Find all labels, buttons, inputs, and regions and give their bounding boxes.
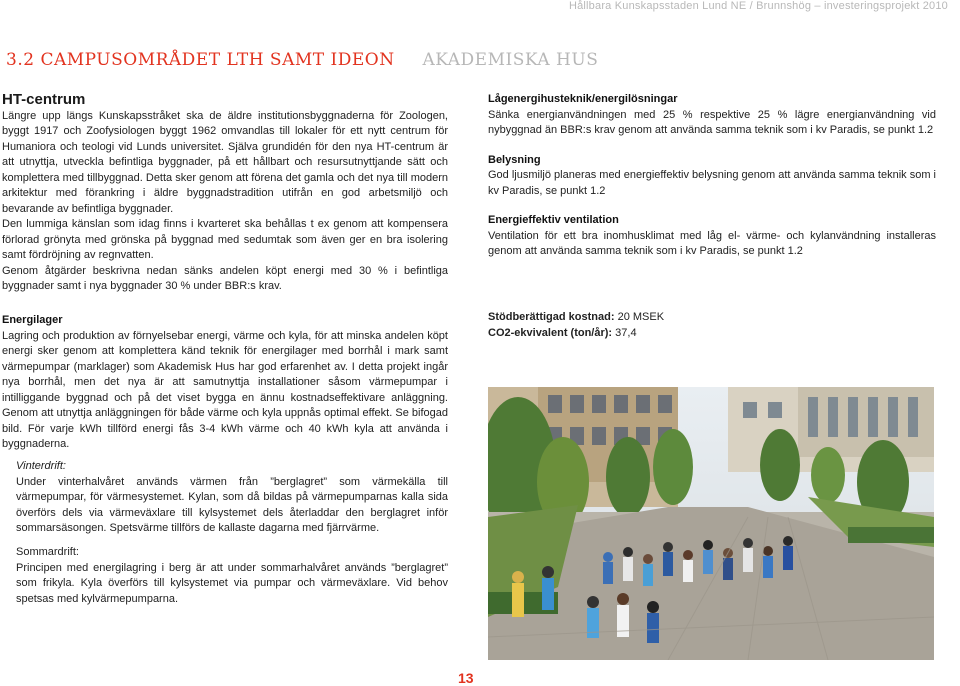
measure-title: Belysning: [488, 153, 541, 166]
energilager-column: [2, 313, 448, 453]
co2-line: [488, 326, 936, 342]
vinterdrift-block: [16, 459, 448, 537]
ht-centrum-paragraph: Genom åtgärder beskrivna nedan sänks andelen köpt energi med 30 % i befintliga byggnader samt i nya byggnader 30 % under BBR:s krav.: [2, 264, 448, 292]
measure-title: Energieffektiv ventilation: [488, 214, 619, 226]
energy-measures-column: [488, 92, 936, 274]
cost-value: 20 MSEK: [617, 311, 665, 323]
measure-block: [488, 213, 936, 260]
sommardrift-text: Principen med energilagring i berg är att under sommarhalvåret används ”berglagret” som frikyla. Kyla överförs till kylsystemet via pumpar och värmeväxlare. Vid behov spetsas med kylvärmepumparna.: [16, 561, 448, 605]
energilager-title: Energilager: [2, 314, 63, 326]
ht-centrum-paragraph: Den lummiga känslan som idag finns i kvarteret ska behållas t ex genom att kompensera förlorad grönyta med grönska på byggnad med sedumtak som även ger en bra isolering samt fördröjning av regnvatten.: [2, 218, 448, 261]
ht-centrum-column: [2, 92, 448, 295]
ht-centrum-paragraph: Längre upp längs Kunskapsstråket ska de äldre institutionsbyggnaderna för Zoologen, byggt 1917 och Zoofysiologen byggt 1962 omvandlas till lokaler för ett nytt centrum för Humaniora och teologi vid Lunds universitet. Själva grundidén för den nya HT-centrum är att utnyttja, utveckla befintliga byggnader, på ett hållbart och resursutnyttjande sätt och komplettera med tillbyggnad. Detta sker genom att förena det gamla och det nya till modern arkitektur med förankring i äldre byggnadstradition utifrån en god arbetsmiljö och bevarande av befintliga byggnader.: [2, 109, 448, 215]
measure-text: Ventilation för ett bra inomhusklimat med låg el- värme- och kylanvändning installeras genom att använda samma teknik som i kv Paradis, se punkt 1.2: [488, 229, 936, 257]
running-header: Hållbara Kunskapsstaden Lund NE / Brunnshög – investeringsprojekt 2010: [568, 0, 948, 12]
sommardrift-block: [16, 545, 448, 607]
ht-centrum-title: HT-centrum: [2, 91, 86, 108]
energilager-text: Lagring och produktion av förnyelsebar energi, värme och kyla, för att minska andelen köpt energi sker genom att komplettera känd teknik för energilager med borrhål i mark samt värmepumpar (marklager) som Akademisk Hus har god erfarenhet av. I detta projekt ingår nya borrhål, men det nya är att samutnyttja installationer såsom värmepumpar i intilliggande byggnad och på det viset bygga en ännu kostnadseffektivare anläggning. Genom att utnyttja anläggningen för både värme och kyla uppnås optimal effekt. Se bifogad bild. För varje kWh tillförd energi fås 3-4 kWh värme och 40 kWh kyla att använda i byggnaderna.: [2, 329, 448, 450]
section-organization: AKADEMISKA HUS: [422, 50, 599, 70]
section-heading: [6, 50, 598, 70]
measure-text: Sänka energianvändningen med 25 % respektive 25 % lägre energianvändning vid nybyggnad än BBR:s krav genom att använda samma teknik som i kv Paradis, se punkt 1.2: [488, 108, 936, 136]
vinterdrift-label: Vinterdrift:: [16, 460, 66, 472]
measure-block: [488, 153, 936, 200]
campus-photo: [488, 387, 934, 660]
section-title: CAMPUSOMRÅDET LTH SAMT IDEON: [40, 50, 395, 70]
section-number: 3.2: [6, 50, 35, 70]
cost-block: [488, 310, 936, 341]
page-number: 13: [458, 670, 474, 686]
vinterdrift-text: Under vinterhalvåret används värmen från ”berglagret” som värmekälla till värmepumpar, för värmesystemet. Kylan, som då bildas på värmepumparnas kalla sida överförs dels via värmeväxlare till kylsystemet dels återladdar den berglagret inför sommarsäsongen. Spetsvärme tillförs de kallaste dagarna med fjärrvärme.: [16, 475, 448, 534]
sommardrift-label: Sommardrift:: [16, 546, 79, 558]
co2-value: 37,4: [615, 326, 637, 339]
measure-block: [488, 92, 936, 139]
co2-label: CO2-ekvivalent (ton/år):: [488, 326, 613, 339]
cost-line: [488, 310, 936, 326]
measure-text: God ljusmiljö planeras med energieffektiv belysning genom att använda samma teknik som i kv Paradis, se punkt 1.2: [488, 169, 936, 197]
cost-label: Stödberättigad kostnad:: [488, 311, 615, 323]
measure-title: Lågenergihusteknik/energilösningar: [488, 93, 678, 105]
